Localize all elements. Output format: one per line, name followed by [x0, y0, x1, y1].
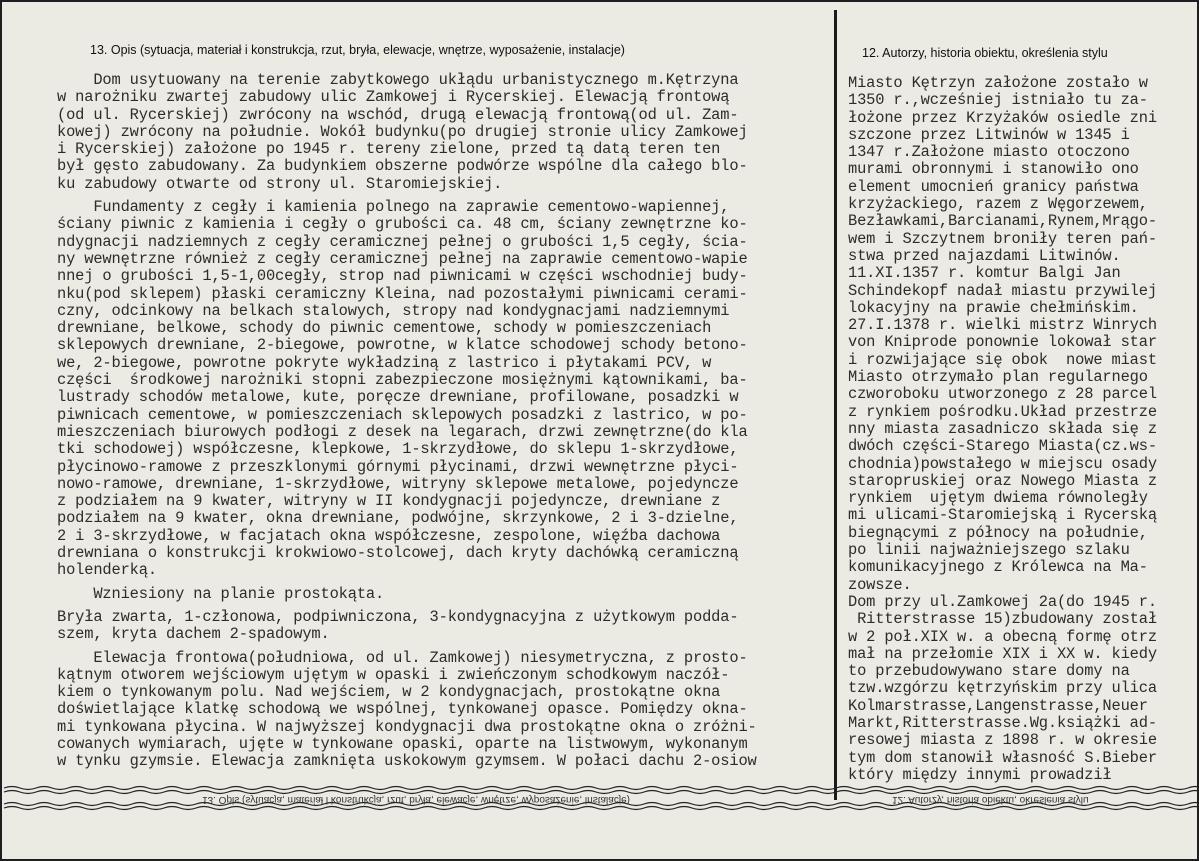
text-line: mi tynkowana płycina. W najwyższej kondygnacji dwa prostokątne okna o zróżni- — [57, 717, 757, 736]
text-line: ku zabudowy otwarte od strony ul. Staromiejskiej. — [57, 174, 503, 193]
text-line: cowanych wymiarach, ujęte w tynkowane opaski, oparte na listwowym, wykonanym — [57, 734, 748, 753]
history-text — [848, 75, 1198, 784]
text-line: tym dom stanowił własność S.Bieber — [848, 748, 1157, 767]
text-line: i Rycerskiej) założone po 1945 r. tereny zielone, przed tą datą teren ten — [57, 140, 721, 159]
text-line: chodnia)powstałego w miejscu osady — [848, 454, 1157, 473]
text-line: który między innymi prowadził — [848, 765, 1112, 784]
text-line: ny wewnętrzne również z cegły ceramicznej pełnej na zaprawie cementowo-wapie — [57, 249, 748, 268]
text-line: dwóch części-Starego Miasta(cz.ws- — [848, 437, 1157, 456]
text-line: to przebudowywano stare domy na — [848, 662, 1130, 681]
text-line: łożone przez Krzyżaków osiedle zni — [848, 108, 1157, 127]
text-line: ndygnacji nadziemnych z cegły ceramicznej pełnej o grubości 1,5 cegły, ścia- — [57, 232, 748, 251]
text-line: szczone przez Litwinów w 1345 i — [848, 125, 1130, 144]
text-line: biegnącymi z północy na południe, — [848, 523, 1148, 542]
text-line: wem i Szczytnem broniły teren pań- — [848, 229, 1157, 248]
text-line: zowsze. — [848, 575, 912, 594]
text-line: murami obronnymi i stanowiło ono — [848, 160, 1139, 179]
text-line: staropruskiej oraz Nowego Miasta z — [848, 471, 1157, 490]
text-line: Bezławkami,Barcianami,Rynem,Mrągo- — [848, 212, 1157, 231]
text-line: 27.I.1378 r. wielki mistrz Winrych — [848, 316, 1157, 335]
text-line: Dom przy ul.Zamkowej 2a(do 1945 r. — [848, 592, 1157, 611]
text-line: z podziałem na 9 kwater, witryny w II kondygnacji pojedyncze, drewniane z — [57, 492, 721, 511]
text-line: Fundamenty z cegły i kamienia polnego na zaprawie cementowo-wapiennej, — [57, 198, 730, 217]
text-line: w tynku gzymsie. Elewacja zamknięta uskokowym gzymsem. W połaci dachu 2-osiow — [57, 752, 757, 771]
text-line: Kolmarstrasse,Langenstrasse,Neuer — [848, 696, 1148, 715]
text-line: Schindekopf nadał miastu przywilej — [848, 281, 1157, 300]
text-line: czworoboku utworzonego z 28 parcel — [848, 385, 1157, 404]
text-line: holenderką. — [57, 561, 157, 580]
text-line: sklepowych drewniane, 2-biegowe, powrotne, w klatce schodowej schody betono- — [57, 336, 748, 355]
text-line: kowej) zwrócony na południe. Wokół budynku(po drugiej stronie ulicy Zamkowej — [57, 122, 748, 141]
text-line: 11.XI.1357 r. komtur Balgi Jan — [848, 264, 1121, 283]
text-line: 1350 r.,wcześniej istniało tu za- — [848, 91, 1148, 110]
text-line: nku(pod sklepem) płaski ceramiczny Kleina, nad pozostałymi piwnicami cerami- — [57, 284, 748, 303]
text-line: po linii najważniejszego szlaku — [848, 541, 1130, 560]
text-line: kiem o tynkowanym polu. Nad wejściem, w 2 kondygnacjach, prostokątne okna — [57, 683, 721, 702]
text-line: Markt,Ritterstrasse.Wg.książki ad- — [848, 713, 1157, 732]
text-line: Dom usytuowany na terenie zabytkowego ukłądu urbanistycznego m.Kętrzyna — [57, 72, 739, 89]
text-line: Wzniesiony na planie prostokąta. — [57, 584, 385, 603]
text-line: Bryła zwarta, 1-członowa, podpiwniczona, 3-kondygnacyjna z użytkowym podda- — [57, 607, 739, 626]
text-line: tzw.wzgórzu kętrzyńskim przy ulica — [848, 679, 1157, 698]
text-line: mi ulicami-Staromiejską i Rycerską — [848, 506, 1157, 525]
text-line: kątnym otworem wejściowym ujętym w opaski i zwieńczonym schodkowym naczół- — [57, 665, 730, 684]
text-line: lokacyjny na prawie chełmińskim. — [848, 298, 1139, 317]
text-line: był gęsto zabudowany. Za budynkiem obszerne podwórze wspólne dla całego blo- — [57, 157, 748, 176]
footer-strip — [2, 784, 1199, 814]
text-line: 2 i 3-skrzydłowe, w facjatach okna współczesne, zespolone, więźba dachowa — [57, 526, 721, 545]
text-line: nowo-ramowe, drewniane, 1-skrzydłowe, witryny sklepowe metalowe, pojedyncze — [57, 474, 739, 493]
text-line: drewniane, belkowe, schody do piwnic cementowe, schody w pomieszczeniach — [57, 319, 712, 338]
text-line: Ritterstrasse 15)zbudowany został — [848, 610, 1157, 629]
text-line: mał na przełomie XIX i XX w. kiedy — [848, 644, 1157, 663]
text-line: Miasto Kętrzyn założone zostało w — [848, 75, 1148, 92]
section-header-description: 13. Opis (sytuacja, materiał i konstrukcja, rzut, bryła, elewacje, wnętrze, wyposażenie, instalacje) — [90, 43, 625, 57]
text-line: z rynkiem pośrodku.Układ przestrze — [848, 402, 1157, 421]
text-line: piwnicach cementowe, w pomieszczeniach sklepowych posadzki z lastrico, w po- — [57, 405, 748, 424]
text-line: ściany piwnic z kamienia i cegły o grubości ca. 48 cm, ściany zewnętrzne ko- — [57, 215, 748, 234]
text-line: von Kniprode ponownie lokował star — [848, 333, 1157, 352]
text-line: Elewacja frontowa(południowa, od ul. Zamkowej) niesymetryczna, z prosto- — [57, 648, 748, 667]
text-line: element umocnień granicy państwa — [848, 177, 1139, 196]
text-line: nnej o grubości 1,5-1,00cegły, strop nad piwnicami w części wschodniej budy- — [57, 267, 748, 286]
text-line: drewniana o konstrukcji krokwiowo-stolcowej, dach kryty dachówką ceramiczną — [57, 544, 739, 563]
text-line: podziałem na 9 kwater, okna drewniane, podwójne, skrzynkowe, 2 i 3-dzielne, — [57, 509, 739, 528]
text-line: resowej miasta z 1898 r. w okresie — [848, 731, 1157, 750]
description-text — [57, 72, 835, 771]
text-line: krzyżackiego, razem z Węgorzewem, — [848, 195, 1148, 214]
text-line: w 2 poł.XIX w. a obecną formę otrz — [848, 627, 1157, 646]
mirrored-header-right: 12. Autorzy, historia obiektu, określenia stylu — [892, 794, 1089, 805]
text-line: doświetlające klatkę schodową we wspólnej, tynkowanej opasce. Pomiędzy okna- — [57, 700, 748, 719]
text-line: i rozwijające się obok nowe miast — [848, 350, 1157, 369]
text-line: szem, kryta dachem 2-spadowym. — [57, 625, 330, 644]
text-line: Miasto otrzymało plan regularnego — [848, 368, 1148, 387]
text-line: części środkowej narożniki stopni zabezpieczone mosiężnymi kątownikami, ba- — [57, 371, 748, 390]
text-line: czny, odcinkowy na belkach stalowych, stropy nad kondygnacjami nadziemnymi — [57, 301, 730, 320]
mirrored-header-left: 13. Opis (sytuacja, materiał i konstrukcja, rzut, bryła, elewacje, wnętrze, wyposażenie, instalacje) — [202, 794, 630, 805]
text-line: mieszczeniach biurowych podłogi z desek na legarach, drzwi zewnętrzne(do kla — [57, 422, 748, 441]
text-line: (od ul. Rycerskiej) zwrócony na wschód, drugą elewacją frontową(od ul. Zam- — [57, 105, 739, 124]
text-line: stwa przed najazdami Litwinów. — [848, 246, 1121, 265]
section-header-history: 12. Autorzy, historia obiektu, określenia stylu — [862, 46, 1108, 60]
text-line: lustrady schodów metalowe, kute, poręcze drewniane, profilowane, posadzki w — [57, 388, 739, 407]
text-line: rynkiem ujętym dwiema równoległy — [848, 489, 1148, 508]
text-line: płycinowo-ramowe z przeszklonymi górnymi płycinami, drzwi wewnętrzne płyci- — [57, 457, 739, 476]
text-line: tki schodowej) współczesne, klepkowe, 1-skrzydłowe, do sklepu 1-skrzydłowe, — [57, 440, 739, 459]
text-line: nny miasta zasadniczo składa się z — [848, 419, 1157, 438]
text-line: komunikacyjnego z Królewca na Ma- — [848, 558, 1148, 577]
text-line: w narożniku zwartej zabudowy ulic Zamkowej i Rycerskiej. Elewacją frontową — [57, 88, 730, 107]
text-line: we, 2-biegowe, powrotne pokryte wykładziną z lastrico i płytakami PCV, w — [57, 353, 712, 372]
text-line: 1347 r.Założone miasto otoczono — [848, 143, 1130, 162]
